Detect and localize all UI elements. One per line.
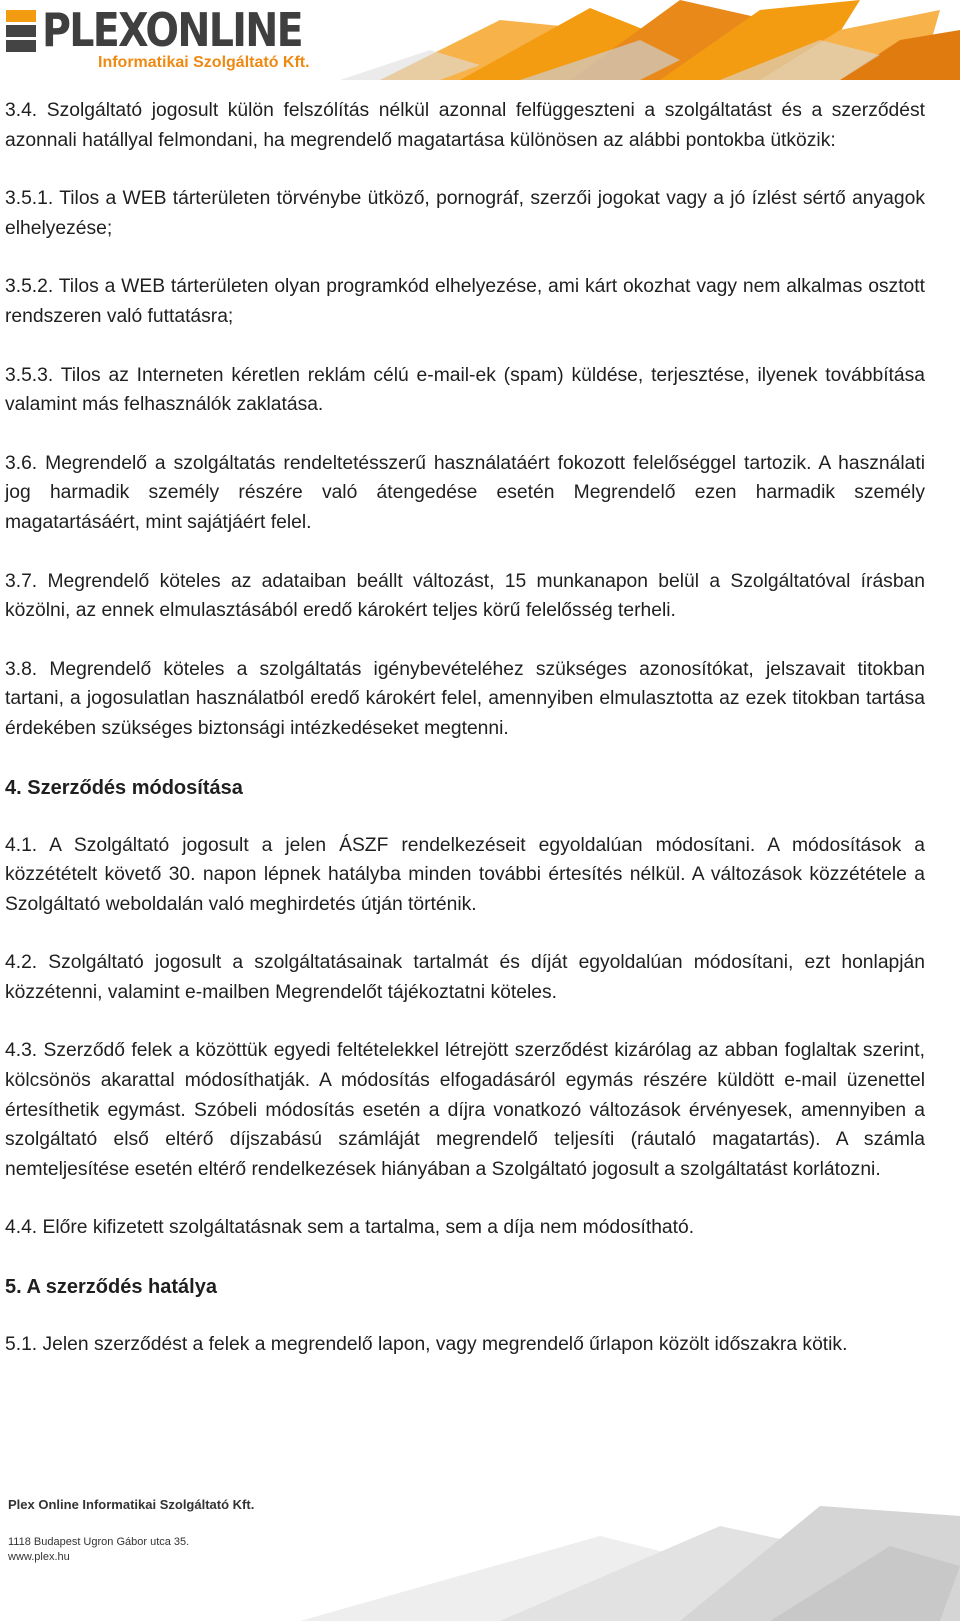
paragraph: 3.5.2. Tilos a WEB tárterületen olyan programkód elhelyezése, ami kárt okozhat vagy nem alkalmas osztott rendszeren való futtatásra; xyxy=(5,276,925,327)
header-decoration xyxy=(340,0,960,80)
footer-address: 1118 Budapest Ugron Gábor utca 35. xyxy=(8,1536,190,1548)
page-footer xyxy=(0,1476,960,1621)
footer-company-name: Plex Online Informatikai Szolgáltató Kft. xyxy=(8,1497,255,1512)
paragraph: 4.2. Szolgáltató jogosult a szolgáltatásainak tartalmát és díját egyoldalúan módosítani, ezt honlapján közzétenni, valamint e-mailben Megrendelőt tájékoztatni köteles. xyxy=(5,952,925,1003)
paragraph: 5.1. Jelen szerződést a felek a megrendelő lapon, vagy megrendelő űrlapon közölt időszakra kötik. xyxy=(5,1334,848,1356)
paragraph: 3.4. Szolgáltató jogosult külön felszólítás nélkül azonnal felfüggeszteni a szolgáltatást és a szerződést azonnali hatállyal felmondani, ha megrendelő magatartása különösen az alábbi pontokba ütközik: xyxy=(5,100,925,151)
section-heading: 5. A szerződés hatálya xyxy=(5,1276,217,1299)
paragraph: 4.1. A Szolgáltató jogosult a jelen ÁSZF rendelkezéseit egyoldalúan módosítani. A módosítások a közzétételt követő 30. napon lépnek hatályba minden további értesítés nélkül. A változások közzététele a Szolgáltató weboldalán való meghirdetés útján történik. xyxy=(5,834,925,915)
footer-decoration xyxy=(300,1476,960,1621)
paragraph: 3.6. Megrendelő a szolgáltatás rendeltetésszerű használatáért fokozott felelőséggel tartozik. A használati jog harmadik személy részére való átengedése esetén Megrendelő ezen harmadik személy magatartásáért, mint sajátjáért felel. xyxy=(5,452,925,533)
paragraph: 3.8. Megrendelő köteles a szolgáltatás igénybevételéhez szükséges azonosítókat, jelszavait titokban tartani, a jogosulatlan használatból eredő károkért felel, amennyiben elmulasztotta az ezek titokban tartása érdekében szükséges biztonsági intézkedéseket megtenni. xyxy=(5,658,925,739)
paragraph: 3.7. Megrendelő köteles az adataiban beállt változást, 15 munkanapon belül a Szolgáltatóval írásban közölni, az ennek elmulasztásából eredő károkért teljes körű felelősség terheli. xyxy=(5,570,925,622)
brand-subtitle: Informatikai Szolgáltató Kft. xyxy=(98,54,310,71)
paragraph: 3.5.1. Tilos a WEB tárterületen törvénybe ütköző, pornográf, szerzői jogokat vagy a jó ízlést sértő anyagok elhelyezése; xyxy=(5,188,925,239)
logo-mark-icon xyxy=(6,10,36,52)
paragraph: 3.5.3. Tilos az Interneten kéretlen reklám célú e-mail-ek (spam) küldése, terjesztése, ilyenek továbbítása valamint más felhasználók zaklatása. xyxy=(5,364,925,416)
paragraph: 4.4. Előre kifizetett szolgáltatásnak sem a tartalma, sem a díja nem módosítható. xyxy=(5,1217,695,1239)
plexonline-logo xyxy=(6,3,310,72)
section-heading: 4. Szerződés módosítása xyxy=(5,776,243,799)
footer-website: www.plex.hu xyxy=(8,1551,70,1563)
page-header xyxy=(0,0,960,80)
document-body xyxy=(5,96,925,1389)
brand-name: PLEXONLINE xyxy=(42,3,302,57)
paragraph: 4.3. Szerződő felek a közöttük egyedi feltételekkel létrejött szerződést kizárólag az abban foglaltak szerint, kölcsönös akarattal módosíthatják. A módosítás elfogadásáról egymás részére küldött e-mail üzenettel értesíthetik egymást. Szóbeli módosítás esetén a díjra vonatkozó változások érvényesek, amennyiben a szolgáltató első eltérő díjszabású számláját megrendelő teljesíti (ráutaló magatartás). A számla nemteljesítése esetén eltérő rendelkezések hiányában a Szolgáltató jogosult a szolgáltatást korlátozni. xyxy=(5,1040,925,1180)
